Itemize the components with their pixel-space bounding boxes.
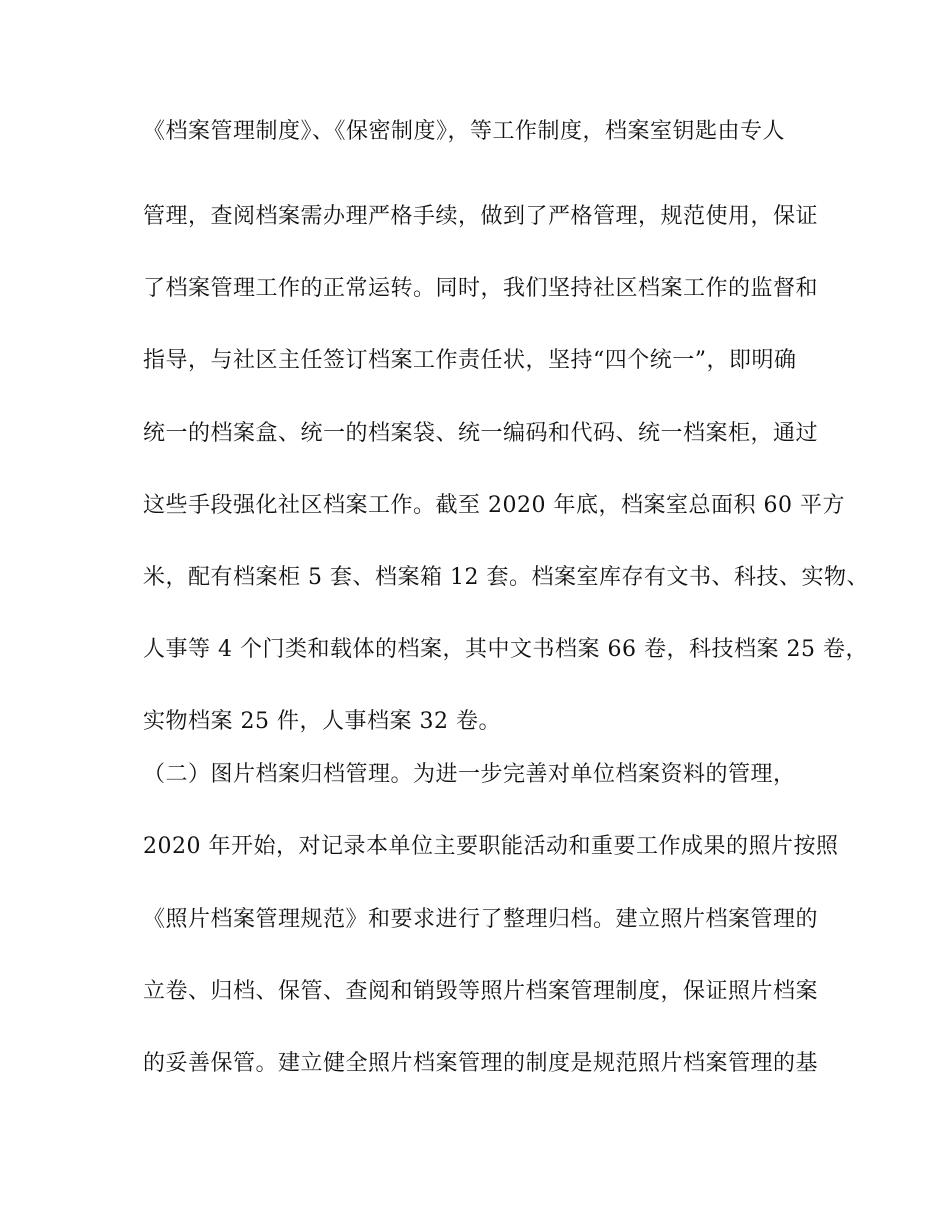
text-line: 管理，查阅档案需办理严格手续，做到了严格管理，规范使用，保证 xyxy=(143,204,819,229)
section-heading-line: （二）图片档案归档管理。为进一步完善对单位档案资料的管理， xyxy=(143,762,796,787)
text-line: 指导，与社区主任签订档案工作责任状，坚持“四个统一”，即明确 xyxy=(143,348,797,373)
text-line: 2020 年开始，对记录本单位主要职能活动和重要工作成果的照片按照 xyxy=(143,834,839,859)
text-line: 《照片档案管理规范》和要求进行了整理归档。建立照片档案管理的 xyxy=(143,907,819,932)
text-line: 实物档案 25 件，人事档案 32 卷。 xyxy=(143,709,501,734)
text-line: 这些手段强化社区档案工作。截至 2020 年底，档案室总面积 60 平方 xyxy=(143,493,845,518)
text-line: 了档案管理工作的正常运转。同时，我们坚持社区档案工作的监督和 xyxy=(143,276,819,301)
text-line: 的妥善保管。建立健全照片档案管理的制度是规范照片档案管理的基 xyxy=(143,1051,819,1076)
text-line: 《档案管理制度》、《保密制度》，等工作制度，档案室钥匙由专人 xyxy=(143,119,786,144)
text-line: 立卷、归档、保管、查阅和销毁等照片档案管理制度，保证照片档案 xyxy=(143,979,819,1004)
text-line: 人事等 4 个门类和载体的档案，其中文书档案 66 卷，科技档案 25 卷， xyxy=(143,637,868,662)
text-line: 统一的档案盒、统一的档案袋、统一编码和代码、统一档案柜，通过 xyxy=(143,421,819,446)
text-line: 米，配有档案柜 5 套、档案箱 12 套。档案室库存有文书、科技、实物、 xyxy=(143,565,869,590)
